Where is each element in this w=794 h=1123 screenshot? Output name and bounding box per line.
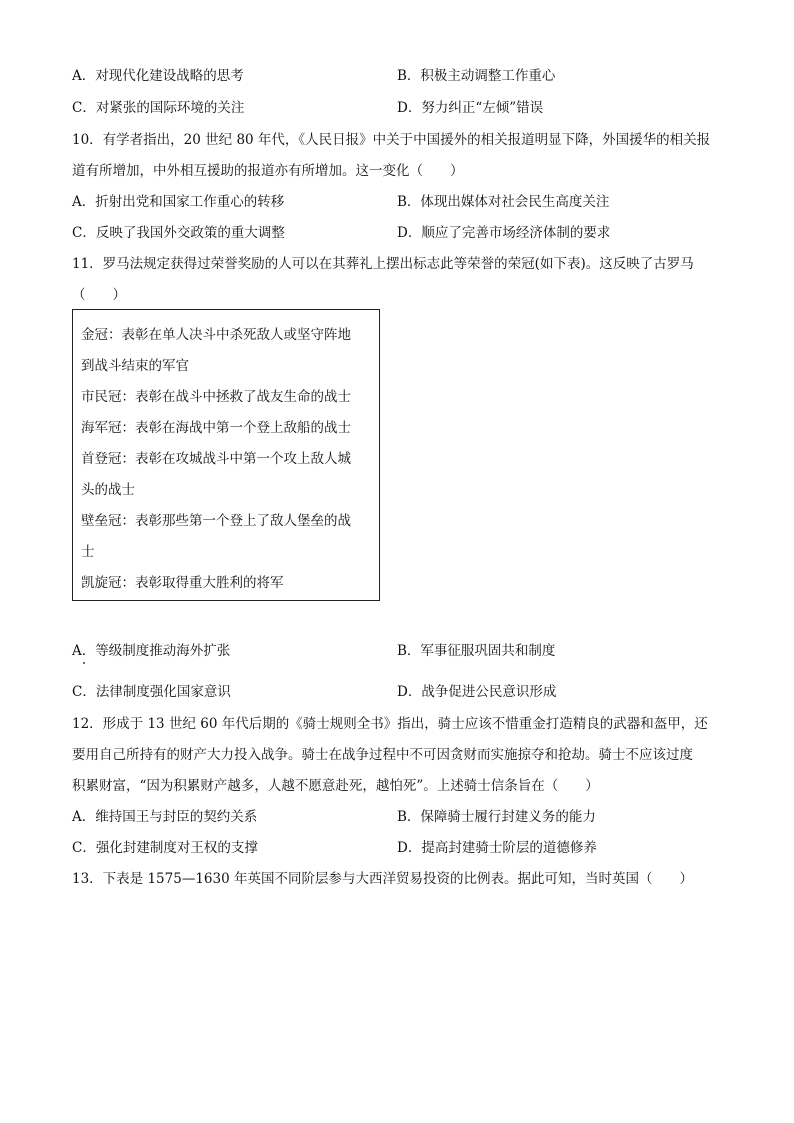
q10-option-b: B．体现出媒体对社会民生高度关注 [397,194,610,210]
q12-option-d: D．提高封建骑士阶层的道德修养 [397,840,597,856]
q12-option-a: A．维持国王与封臣的契约关系 [72,809,258,825]
q12-option-b: B．保障骑士履行封建义务的能力 [397,809,596,825]
q13-stem-line1: 13．下表是 1575—1630 年英国不同阶层参与大西洋贸易投资的比例表。据此可知，当时英国（ ） [72,871,693,887]
crown-table-row: 壁垒冠：表彰那些第一个登上了敌人堡垒的战 [81,513,351,529]
q9-option-a: A．对现代化建设战略的思考 [72,68,244,84]
q9-option-c: C．对紧张的国际环境的关注 [72,100,245,116]
q9-option-b: B．积极主动调整工作重心 [397,68,556,84]
q9-option-d: D．努力纠正“左倾”错误 [397,100,544,116]
crown-table-row: 到战斗结束的军官 [81,358,189,374]
crown-table-row: 头的战士 [81,482,135,498]
q11-option-b: B．军事征服巩固共和制度 [397,643,556,659]
stray-dot [83,662,85,664]
crown-table-row: 首登冠：表彰在攻城战斗中第一个攻上敌人城 [81,451,351,467]
q11-option-d: D．战争促进公民意识形成 [397,684,557,700]
q10-option-d: D．顺应了完善市场经济体制的要求 [397,225,611,241]
q11-stem-line2: （ ） [72,287,126,303]
q12-stem-line2: 要用自己所持有的财产大力投入战争。骑士在战争过程中不可因贪财而实施掠夺和抢劫。骑士不应该过度 [72,747,693,763]
q11-option-a: A．等级制度推动海外扩张 [72,643,231,659]
crown-table-row: 金冠：表彰在单人决斗中杀死敌人或坚守阵地 [81,327,351,343]
q10-option-c: C．反映了我国外交政策的重大调整 [72,225,285,241]
crown-table-row: 海军冠：表彰在海战中第一个登上敌船的战士 [81,420,351,436]
q10-option-a: A．折射出党和国家工作重心的转移 [72,194,285,210]
q11-crown-table [72,309,380,601]
q12-option-c: C．强化封建制度对王权的支撑 [72,840,258,856]
q12-stem-line3: 积累财富，“因为积累财产越多，人越不愿意赴死，越怕死”。上述骑士信条旨在（ ） [72,778,599,794]
q10-stem-line1: 10．有学者指出，20 世纪 80 年代，《人民日报》中关于中国援外的相关报道明显下降，外国援华的相关报 [72,132,711,148]
q11-option-c: C．法律制度强化国家意识 [72,684,231,700]
crown-table-row: 士 [81,544,95,560]
crown-table-row: 凯旋冠：表彰取得重大胜利的将军 [81,575,284,591]
q10-stem-line2: 道有所增加，中外相互援助的报道亦有所增加。这一变化（ ） [72,163,464,179]
q12-stem-line1: 12．形成于 13 世纪 60 年代后期的《骑士规则全书》指出，骑士应该不惜重金打造精良的武器和盔甲，还 [72,716,708,732]
q11-stem-line1: 11．罗马法规定获得过荣誉奖励的人可以在其葬礼上摆出标志此等荣誉的荣冠(如下表)。这反映了古罗马 [72,256,694,272]
crown-table-row: 市民冠：表彰在战斗中拯救了战友生命的战士 [81,389,351,405]
